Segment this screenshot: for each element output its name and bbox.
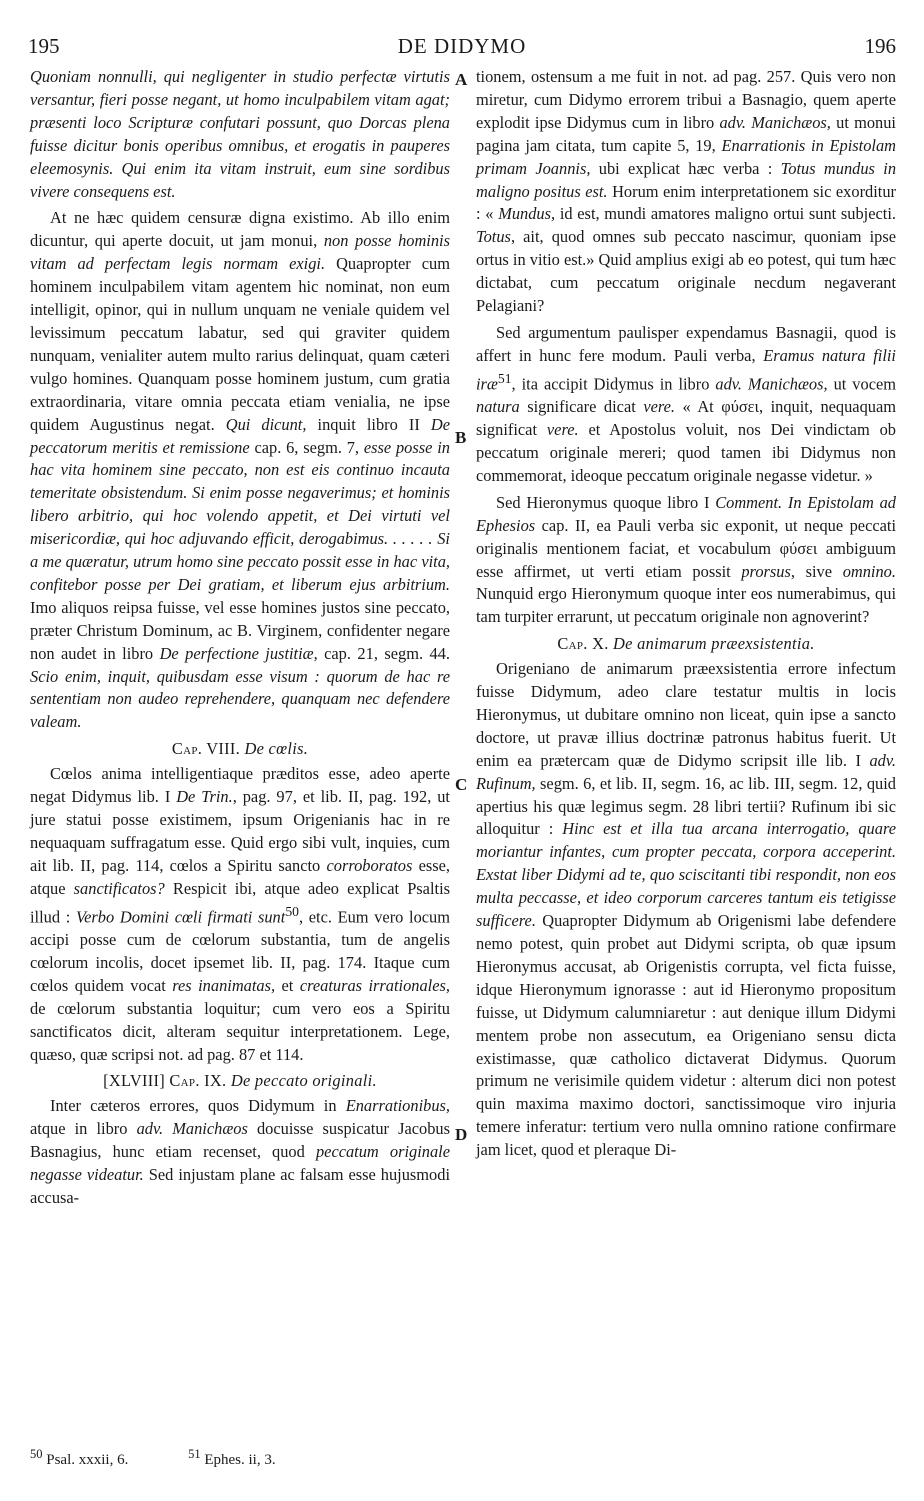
paragraph: tionem, ostensum a me fuit in not. ad pag. 257. Quis vero non miretur, cum Didymo errorem tribui a Basnagio, quem aperte explodit ipse Didymus cum in libro adv. Manichæos, ut monui pagina jam citata, tum capite 5, 19, Enarrationis in Epistolam primam Joannis, ubi explicat hæc verba : Totus mundus in maligno positus est. Horum enim interpretationem sic exorditur : « Mundus, id est, mundi amatores maligno ortui sunt subjecti. Totus, ait, quod omnes sub peccato nascimur, quoniam ipse ortus in vitio est.» Quid amplius exigi ab eo potest, qui tum hæc dictabat, cum peccatum originale necdum negaverant Pelagiani? <box>476 67 897 316</box>
right-column <box>476 66 896 1166</box>
left-column <box>30 66 450 1214</box>
footnote-50: $^{50}$ Psal. xxxii, 6. <box>30 1447 129 1468</box>
paragraph: At ne hæc quidem censuræ digna existimo. Ab illo enim dicuntur, qui aperte docuit, ut jam monui, non posse hominis vitam ad perfectam legis normam exigi. Quapropter cum hominem inculpabilem vitam agentem hic nominat, non eum intelligit, opinor, qui in nullum unquam ne veniale quidem vel levissimum peccatum labatur, sed qui graviter quidem nunquam, venialiter autem multo rarius delinquat, quam cæteri vulgo homines. Quanquam posse hominem justum, cum gratia extraordinaria, vitare omnia peccata etiam venialia, ne ipse quidem Augustinus negat. Qui dicunt, inquit libro II De peccatorum meritis et remissione cap. 6, segm. 7, esse posse in hac vita hominem sine peccato, non est eis continuo incauta temeritate obsistendum. Si enim posse negaverimus; et hominis libero arbitrio, qui hoc volendo appetit, et Dei virtuti vel misericordiæ, qui hoc adjuvando efficit, derogabimus. . . . . . Si a me quæratur, utrum homo sine peccato possit esse in hac vita, confitebor posse per Dei gratiam, et liberum ejus arbitrium. Imo aliquos reipsa fuisse, vel esse homines justos sine peccato, præter Christum Dominum, ac B. Virginem, confidenter negare non audet in libro De perfectione justitiæ, cap. 21, segm. 44. Scio enim, inquit, quibusdam esse visum : quorum de hac re sententiam non audeo reprehendere, quanquam nec defendere valeam. <box>30 208 451 732</box>
paragraph: Origeniano de animarum præexsistentia errore infectum fuisse Didymum, adeo clare testatur multis in locis Hieronymus, ut dubitare omnino non liceat, quin ipse a sancto doctore, ut pravæ illius doctrinæ patronus habitus fuerit. Ut enim ea prætercam quæ de Didymo scripsit ille lib. I adv. Rufinum, segm. 6, et lib. II, segm. 16, ac lib. III, segm. 12, quid apertius his quæ legimus segm. 28 libri tertii? Rufinum ibi sic alloquitur : Hinc est et illa tua arcana interrogatio, quare moriantur infantes, cum propter peccata, corpora acceperint. Exstat liber Didymi ad te, quo sciscitanti tibi respondit, non eos multa peccasse, et ideo corporum carceres tantum eis tetigisse sufficere. Quapropter Didymum ab Origenismi labe defendere nemo potest, quin probet aut Didymi scripta, ob quæ ipsum Hieronymus accusat, ab Origenistis corrupta, vel ficta fuisse, idque Hieronymum ignorasse : aut id Hieronymo propositum fuisse, ut Didymum calumniaretur : aut denique illum Didymi mentem probe non assecutum, ea Origeniano sensu dicta existimasse, quæ catholico dictaverat Didymus. Quorum primum ne verisimile quidem videtur : alterum dici non potest quin maxima maximo doctori, sanctissimoque viro injuria temere inferatur: tertium vero nulla omnino ratione confirmare jam licet, quod et pleraque Di- <box>476 659 896 1160</box>
running-header <box>28 34 896 64</box>
page-number-left: 195 <box>28 34 60 58</box>
section-heading: Cap. X. De animarum præexsistentia. <box>557 634 815 654</box>
margin-letter-d: D <box>455 1125 468 1144</box>
paragraph: Inter cæteros errores, quos Didymum in Enarrationibus, atque in libro adv. Manichæos docuisse suspicatur Jacobus Basnagius, hunc etiam recenset, quod peccatum originale negasse videatur. Sed injustam plane ac falsam esse hujusmodi accusa- <box>30 1096 451 1207</box>
page-number-right: 196 <box>864 34 896 58</box>
paragraph: Sed Hieronymus quoque libro I Comment. In Epistolam ad Ephesios cap. II, ea Pauli verba sic exponit, ut neque peccati originalis mentionem faciat, et vocabulum φύσει ambiguum esse affirmet, ut verti etiam possit prorsus, sive omnino. Nunquid ergo Hieronymum quoque inter eos numerabimus, qui tam turpiter errarunt, ut peccatum originale non agnoverint? <box>476 492 897 627</box>
running-head-title: DE DIDYMO <box>397 34 527 58</box>
paragraph: Quoniam nonnulli, qui negligenter in studio perfectæ virtutis versantur, fieri posse negant, ut homo inculpabilem vitam agat; præsenti loco Scripturæ confutari possunt, quo Dorcas plena fuisse dicitur bonis operibus omnibus, et erogatis in pauperes eleemosynis. Qui enim ita vitam instruit, eum sine sordibus vivere consequens est. <box>30 67 450 201</box>
margin-letter-b: B <box>455 428 467 447</box>
section-heading: [XLVIII] Cap. IX. De peccato originali. <box>103 1071 377 1091</box>
footnote-ref: 51 <box>497 370 512 386</box>
margin-letter-a: A <box>455 70 468 89</box>
section-heading: Cap. VIII. De cœlis. <box>171 739 309 759</box>
margin-letter-c: C <box>455 775 468 794</box>
footnotes <box>30 1447 890 1469</box>
footnote-ref: 50 <box>285 903 299 919</box>
footnote-51: $^{51}$ Ephes. ii, 3. <box>188 1447 276 1468</box>
paragraph: Cœlos anima intelligentiaque præditos esse, adeo aperte negat Didymus lib. I De Trin., pag. 97, et lib. II, pag. 192, ut jure statui posse existimem, ipsum Origenianis hac in re nequaquam suffragatum esse. Quid ergo sibi vult, inquies, cum ait lib. II, pag. 114, cœlos a Spiritu sancto corroboratos esse, atque sanctificatos? Respicit ibi, atque adeo explicat Psaltis illud : Verbo Domini cœli firmati sunt$^{50}$, etc. Eum vero locum accipi posse cum de cœlorum substantia, tum de angelis cœlorum incolis, docet ipsemet lib. II, pag. 174. Itaque cum cœlos quidem vocat res inanimatas, et creaturas irrationales, de cœlorum substantia loquitur; cum vero eos a Spiritu sanctificatos dicit, alteram sequitur interpretationem. Lege, quæso, quæ scripsi not. ad pag. 87 et 114. <box>30 764 451 1064</box>
paragraph: Sed argumentum paulisper expendamus Basnagii, quod is affert in hunc fere modum. Pauli verba, Eramus natura filii iræ$^{51}$, ita accipit Didymus in libro adv. Manichæos, ut vocem natura significare dicat vere. « At φύσει, inquit, nequaquam significat vere. et Apostolus voluit, nos Dei vindictam ob peccatum originale mereri; quod tamen ibi Didymus non commemorat, ideoque peccatum originale negasse videtur. » <box>476 322 896 485</box>
